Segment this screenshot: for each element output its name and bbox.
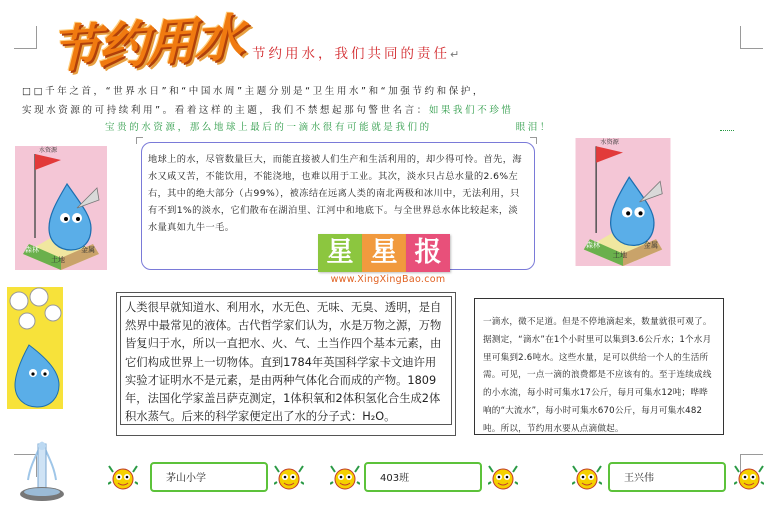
text-box-inner-frame	[120, 296, 452, 425]
intro-line-1: □□千年之首，“世界水日”和“中国水周”主题分别是“卫生用水”和“加强节约和保护，	[22, 86, 486, 97]
intro-line-2-green: 如果我们不珍惜	[428, 105, 514, 116]
bug-mascot-icon	[734, 462, 764, 492]
mascot-label-left: 森林	[25, 246, 39, 254]
paragraph-mark: ↵	[450, 48, 463, 61]
text-box-fresh-water-content: 地球上的水，尽管数量巨大，而能直接被人们生产和生活利用的，却少得可怜。首先，海水又咸又苦，不能饮用，不能浇地，也难以用于工业。其次，淡水只占总水量的2.6%左右，其中的绝大部分（占99%），被冻结在远离人类的南北两极和冰川中，无法利用，只有不到1%的淡水，它们散布在湖泊里、江河中和地底下。与全世界总水体比较起来，淡水量真如九牛一毛。	[148, 154, 522, 233]
intro-line-3	[105, 119, 715, 133]
bug-mascot-icon	[108, 462, 138, 492]
text-box-water-history-content: 人类很早就知道水、利用水，水无色、无味、无臭、透明，是自然界中最常见的液体。古代哲学家们认为，水是万物之源，万物皆复归于水，所以一直把水、火、气、土当作四个基本元素，由它们构成世界上一切物体。直到1784年英国科学家卡文迪许用实验才证明水不是元素，是由两种气体化合而成的产物。1809年，法国化学家盖吕萨克测定，1体积氧和2体积氢化合生成2体积水蒸气。后来的科学家便定出了水的分子式：H₂O。	[125, 301, 442, 424]
text-box-water-drop	[474, 298, 724, 435]
mascot-label-left: 森林	[585, 240, 601, 250]
crop-mark-top-right	[740, 26, 763, 49]
mascot-label-bottom: 土地	[612, 250, 628, 260]
watermark-logo	[318, 234, 450, 272]
water-drop-mascot-icon	[573, 138, 673, 266]
bug-mascot-icon	[330, 462, 360, 492]
bug-mascot-icon	[572, 462, 602, 492]
subtitle-text: 节约用水，我们共同的责任	[252, 46, 450, 62]
mascot-label-right: 金属	[81, 246, 95, 254]
watermark-url: www.XingXingBao.com	[330, 274, 446, 285]
water-drop-thinking-icon	[7, 287, 63, 409]
text-box-water-drop-content: 一滴水，微不足道。但是不停地滴起来，数量就很可观了。据测定，“滴水”在1个小时里可以集到3.6公斤水；1个水月里可集到2.6吨水。这些水量，足可以供给一个人的生活所需。可见，一点一滴的浪费都是不应该有的。至于连续成线的小水流，每小时可集水17公斤，每月可集水12吨；哗哗响的“大流水”，每小时可集水670公斤，每月可集水482吨。所以，节约用水要从点滴做起。	[483, 317, 712, 434]
bug-mascot-icon	[488, 462, 518, 492]
mascot-label-right: 金属	[643, 240, 659, 250]
box-handle	[530, 137, 537, 144]
intro-line-3-b: 眼泪！	[515, 122, 553, 133]
fountain-icon	[18, 436, 66, 508]
intro-line-2	[22, 101, 722, 120]
name-tag-class-text: 403班	[380, 473, 410, 484]
watermark-char: 报	[406, 234, 450, 272]
name-tag-class	[364, 462, 482, 492]
watermark-char: 星	[362, 234, 406, 272]
mascot-label-bottom: 土地	[51, 256, 65, 264]
intro-paragraph	[22, 82, 722, 120]
page-subtitle	[252, 42, 462, 62]
bug-mascot-icon	[274, 462, 304, 492]
text-box-water-history	[116, 292, 456, 436]
water-drop-mascot-icon	[15, 146, 107, 270]
watermark-char: 星	[318, 234, 362, 272]
crop-mark-top-left	[14, 26, 37, 49]
name-tag-school	[150, 462, 268, 492]
page-title: 节约用水	[50, 8, 242, 80]
name-tag-student-text: 王兴伟	[624, 473, 654, 484]
intro-line-2-black: 实现水资源的可持续利用”。看着这样的主题，我们不禁想起那句警世名言：	[22, 105, 429, 116]
green-dotted-line	[720, 130, 734, 131]
intro-line-3-a: 宝贵的水资源，那么地球上最后的一滴水很有可能就是我们的	[105, 122, 432, 133]
box-handle	[136, 137, 143, 144]
name-tag-student	[608, 462, 726, 492]
mascot-flag-label: 水资源	[600, 139, 619, 147]
mascot-flag-label: 水资源	[39, 147, 58, 154]
name-tag-school-text: 茅山小学	[166, 473, 206, 484]
